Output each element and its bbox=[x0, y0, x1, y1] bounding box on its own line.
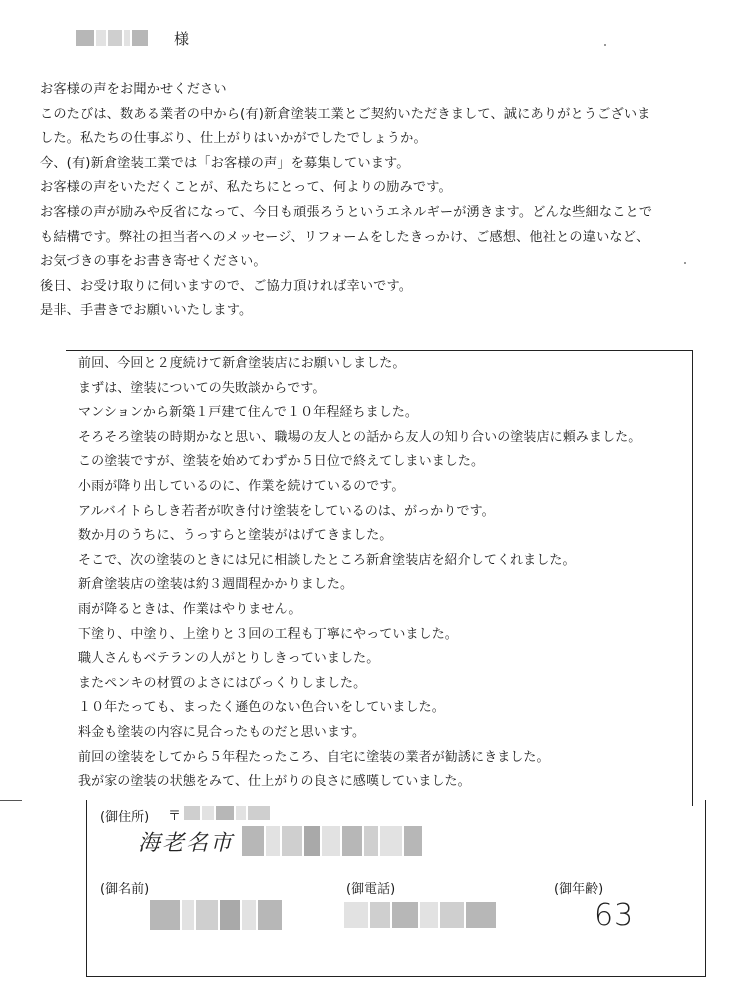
message-line: 料金も塗装の内容に見合ったものだと思います。 bbox=[78, 724, 366, 740]
customer-message bbox=[78, 352, 698, 795]
message-line: この塗装ですが、塗装を始めてわずか５日位で終えてしまいました。 bbox=[78, 454, 485, 470]
intro-line: このたびは、数ある業者の中から(有)新倉塗装工業とご契約いただきまして、誠にありがとうございま bbox=[40, 106, 651, 122]
address-label: (御住所) bbox=[100, 810, 150, 825]
message-line: 我が家の塗装の状態をみて、仕上がりの良さに感嘆していました。 bbox=[78, 774, 471, 790]
message-line: 小雨が降り出しているのに、作業を続けているのです。 bbox=[78, 478, 405, 494]
honorific-sama: 様 bbox=[174, 30, 190, 48]
redacted-address bbox=[242, 826, 422, 856]
message-line: 雨が降るときは、作業はやりません。 bbox=[78, 601, 302, 617]
postal-mark: 〒 bbox=[168, 809, 182, 824]
intro-line: お客様の声が励みや反省になって、今日も頑張ろうというエネルギーが湧きます。どんな些細なことで bbox=[40, 204, 653, 220]
redacted-customer-name bbox=[76, 30, 148, 46]
handwritten-city: 海老名市 bbox=[138, 831, 235, 856]
intro-text bbox=[40, 78, 730, 324]
message-line: 下塗り、中塗り、上塗りと３回の工程も丁寧にやっていました。 bbox=[78, 626, 458, 642]
message-line: １０年たっても、まったく遜色のない色合いをしていました。 bbox=[78, 700, 445, 716]
name-label: (御名前) bbox=[100, 882, 150, 897]
message-line: まずは、塗装についての失敗談からです。 bbox=[78, 380, 326, 396]
message-line: そこで、次の塗装のときには兄に相談したところ新倉塗装店を紹介してくれました。 bbox=[78, 552, 576, 568]
message-line: そろそろ塗装の時期かなと思い、職場の友人との話から友人の知り合いの塗装店に頼みました。 bbox=[78, 429, 642, 445]
redacted-name bbox=[150, 900, 282, 930]
age-value: 63 bbox=[594, 898, 635, 933]
scan-edge-mark bbox=[0, 800, 22, 801]
message-line: またペンキの材質のよさにはびっくりしました。 bbox=[78, 675, 367, 691]
message-line: マンションから新築１戸建て住んで１０年程経ちました。 bbox=[78, 405, 419, 421]
intro-line: 後日、お受け取りに伺いますので、ご協力頂ければ幸いです。 bbox=[40, 278, 413, 294]
message-line: アルバイトらしき若者が吹き付け塗装をしているのは、がっかりです。 bbox=[78, 503, 495, 519]
scan-speck bbox=[604, 44, 606, 46]
redacted-phone bbox=[344, 902, 496, 928]
message-line: 前回の塗装をしてから５年程たったころ、自宅に塗装の業者が勧誘にきました。 bbox=[78, 749, 550, 765]
message-line: 職人さんもベテランの人がとりしきっていました。 bbox=[78, 651, 380, 667]
intro-line: お客様の声をいただくことが、私たちにとって、何よりの励みです。 bbox=[40, 180, 452, 196]
intro-line: 是非、手書きでお願いいたします。 bbox=[40, 303, 253, 319]
redacted-postal-code bbox=[184, 806, 270, 820]
message-line: 新倉塗装店の塗装は約３週間程かかりました。 bbox=[78, 577, 354, 593]
intro-line: 今、(有)新倉塗装工業では「お客様の声」を募集しています。 bbox=[40, 155, 410, 171]
intro-line: も結構です。弊社の担当者へのメッセージ、リフォームをしたきっかけ、ご感想、他社との違いなど、 bbox=[40, 229, 650, 245]
phone-label: (御電話) bbox=[346, 882, 396, 897]
message-line: 数か月のうちに、うっすらと塗装がはげてきました。 bbox=[78, 528, 393, 544]
age-label: (御年齢) bbox=[554, 882, 604, 897]
message-line: 前回、今回と２度続けて新倉塗装店にお願いしました。 bbox=[78, 356, 406, 371]
intro-line: お客様の声をお聞かせください bbox=[40, 82, 227, 97]
intro-line: した。私たちの仕事ぶり、仕上がりはいかがでしたでしょうか。 bbox=[40, 131, 427, 147]
intro-line: お気づきの事をお書き寄せください。 bbox=[40, 254, 267, 270]
